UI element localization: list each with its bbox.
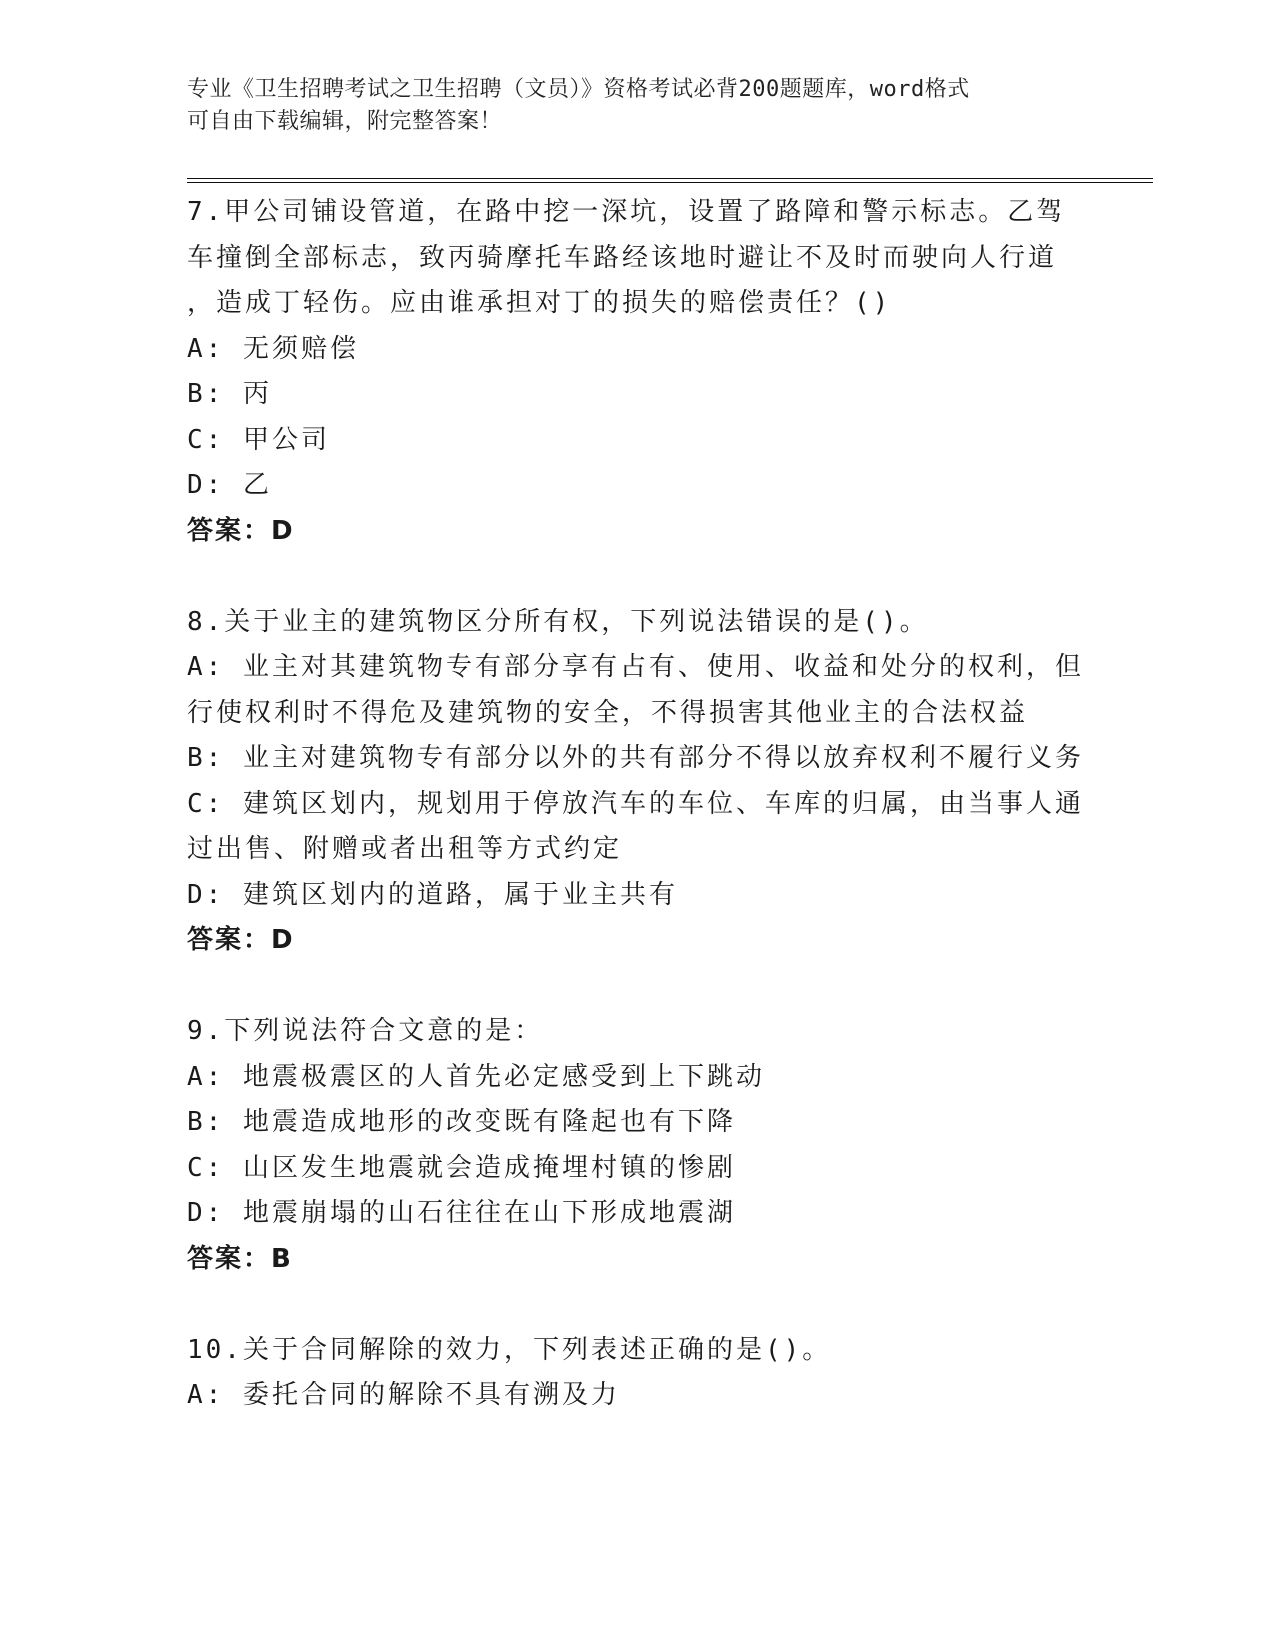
option-b: B: 丙	[187, 379, 272, 409]
question-stem-line: 8.关于业主的建筑物区分所有权，下列说法错误的是()。	[187, 606, 929, 637]
option-a: A: 委托合同的解除不具有溯及力	[187, 1380, 620, 1410]
question-stem-line: ，造成丁轻伤。应由谁承担对丁的损失的赔偿责任？()	[187, 288, 892, 318]
option-b: B: 业主对建筑物专有部分以外的共有部分不得以放弃权利不履行义务	[187, 743, 1084, 773]
option-a-continuation: 行使权利时不得危及建筑物的安全，不得损害其他业主的合法权益	[187, 697, 1029, 728]
question-stem-line: 9.下列说法符合文意的是：	[187, 1016, 544, 1046]
question-10	[187, 1328, 1087, 1419]
option-b: B: 地震造成地形的改变既有隆起也有下降	[187, 1107, 736, 1137]
answer-label: 答案：B	[187, 1243, 293, 1274]
option-d: D: 乙	[187, 470, 272, 500]
option-c: C: 甲公司	[187, 424, 330, 455]
option-d: D: 建筑区划内的道路，属于业主共有	[187, 879, 678, 910]
question-stem-line: 10.关于合同解除的效力，下列表述正确的是()。	[187, 1334, 832, 1365]
answer-label: 答案：D	[187, 925, 295, 955]
option-a: A: 业主对其建筑物专有部分享有占有、使用、收益和处分的权利，但	[187, 652, 1084, 682]
header-line-2: 可自由下载编辑，附完整答案！	[187, 109, 503, 134]
header-line-1: 专业《卫生招聘考试之卫生招聘（文员）》资格考试必背200题题库，word格式	[187, 77, 970, 102]
option-d: D: 地震崩塌的山石往往在山下形成地震湖	[187, 1198, 736, 1228]
option-a: A: 无须赔偿	[187, 333, 359, 364]
answer-label: 答案：D	[187, 515, 295, 546]
question-7	[187, 190, 1087, 554]
question-list	[187, 190, 1087, 1419]
option-c-continuation: 过出售、附赠或者出租等方式约定	[187, 834, 623, 864]
question-stem-line: 车撞倒全部标志，致丙骑摩托车路经该地时避让不及时而驶向人行道	[187, 242, 1058, 273]
header-divider	[187, 178, 1153, 183]
question-8	[187, 600, 1087, 964]
option-c: C: 山区发生地震就会造成掩埋村镇的惨剧	[187, 1152, 736, 1183]
option-a: A: 地震极震区的人首先必定感受到上下跳动	[187, 1061, 765, 1092]
question-stem-line: 7.甲公司铺设管道，在路中挖一深坑，设置了路障和警示标志。乙驾	[187, 197, 1066, 227]
question-9	[187, 1009, 1087, 1282]
option-c: C: 建筑区划内，规划用于停放汽车的车位、车库的归属，由当事人通	[187, 788, 1084, 819]
page-header	[187, 74, 1067, 138]
